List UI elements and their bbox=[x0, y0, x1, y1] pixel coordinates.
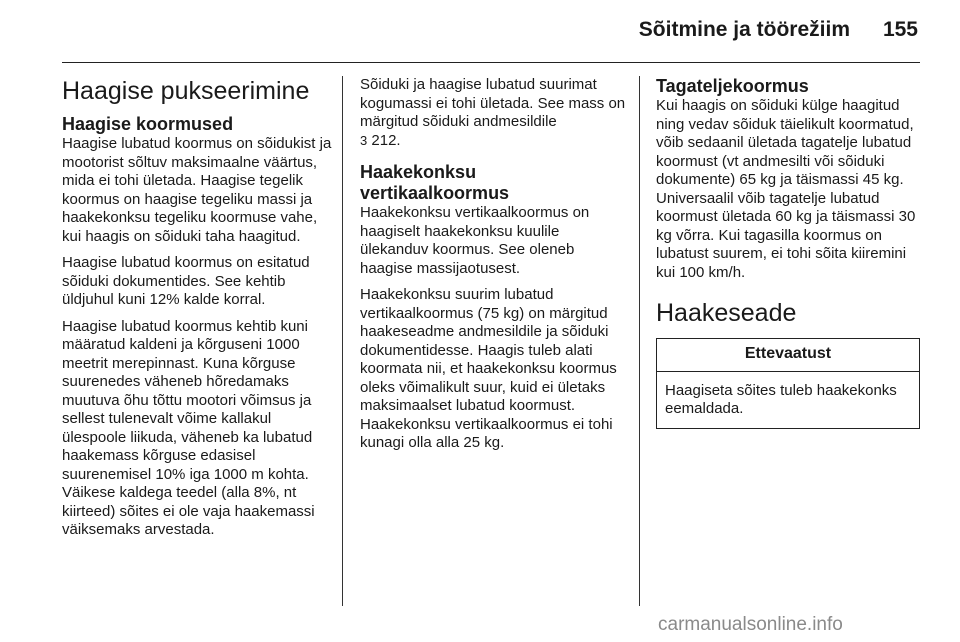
paragraph: Haagise lubatud koormus on esitatud sõiduki dokumentides. See kehtib üldjuhul kuni 12% kalde korral. bbox=[62, 254, 310, 308]
caution-box bbox=[656, 338, 920, 429]
watermark: carmanualsonline.info bbox=[658, 614, 843, 635]
caution-title: Ettevaatust bbox=[657, 339, 919, 372]
paragraph-text: Sõiduki ja haagise lubatud suurimat kogumassi ei tohi ületada. See mass on märgitud sõiduki andmesildile bbox=[360, 76, 626, 130]
page-reference-link[interactable]: 212. bbox=[367, 131, 401, 149]
paragraph: Haagise lubatud koormus on sõidukist ja mootorist sõltuv maksimaalne väärtus, mida ei tohi ületada. Haagise tegelik koormus on haagise tegeliku massi ja haakekonksu tegeliku koormuse vahe, kui haagis on sõiduki taha haagitud. bbox=[62, 135, 332, 245]
paragraph: Haakekonksu suurim lubatud vertikaalkoormus (75 kg) on märgitud haakeseadme andmesildile ja sõiduki dokumentidesse. Haagis tuleb alati koormata nii, et haakekonksu koormus oleks võimalikult suur, kuid ei ületaks maksimaalset lubatud koormust. Haakekonksu vertikaalkoormus ei tohi kunagi olla alla 25 kg. bbox=[360, 286, 617, 451]
page-reference-icon: 3 bbox=[360, 132, 368, 148]
paragraph: Haakekonksu vertikaalkoormus on haagiselt haakekonksu kuulile ülekanduv koormus. See oleneb haagise massijaotusest. bbox=[360, 204, 590, 277]
subheading-rear-axle-load: Tagateljekoormus bbox=[656, 76, 809, 96]
subheading-trailer-loads: Haagise koormused bbox=[62, 114, 234, 134]
section-heading-towing-equipment: Haakeseade bbox=[656, 299, 797, 327]
page-number: 155 bbox=[882, 18, 918, 41]
column-1 bbox=[62, 76, 332, 548]
paragraph: Haagise lubatud koormus kehtib kuni määratud kaldeni ja kõrguseni 1000 meetrit merepinnast. Kuna kõrguse suurenedes väheneb hõredamaks muutuva õhu tõttu mootori võimsus ja sellest tulenevalt võime kallakul ülespoole liikuda, väheneb ka lubatud haakemass kõrguse edasisel suurenemisel 10% iga 1000 m kohta. Väikese kaldega teedel (alla 8%, nt kiirteed) sõites ei ole vaja haakemassi väiksemaks arvestada. bbox=[62, 317, 315, 538]
column-divider-1 bbox=[342, 76, 343, 606]
header-divider bbox=[62, 62, 920, 63]
paragraph: Kui haagis on sõiduki külge haagitud ning vedav sõiduk täielikult koormatud, võib sedaanil ületada tagatelje lubatud koormust (vt andmesilti või sõiduki dokumente) 65 kg ja täismassi 45 kg. Universaalil võib tagatelje lubatud koormust ületada 60 kg ja täismassi 30 kg võrra. Kui tagasilla koormus on lubatust suurem, ei tohi sõita kiiremini kui 100 km/h. bbox=[656, 97, 916, 281]
column-2 bbox=[360, 76, 628, 461]
column-3 bbox=[656, 76, 922, 429]
caution-text: Haagiseta sõites tuleb haakekonks eemaldada. bbox=[665, 381, 897, 417]
header-title: Sõitmine ja töörežiim bbox=[638, 18, 850, 41]
paragraph bbox=[360, 76, 628, 150]
subheading-hitch-vertical-load: Haakekonksu vertikaalkoormus bbox=[360, 162, 510, 203]
section-heading-trailer-towing: Haagise pukseerimine bbox=[62, 77, 310, 105]
column-divider-2 bbox=[639, 76, 640, 606]
